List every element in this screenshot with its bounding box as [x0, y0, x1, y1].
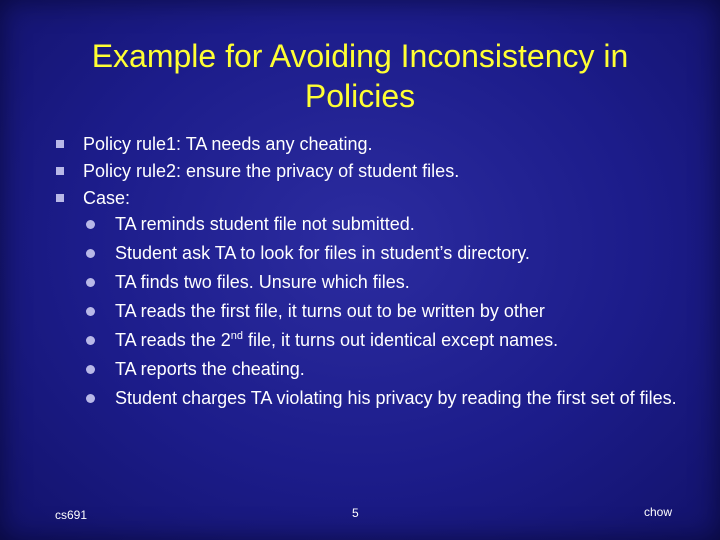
slide-title	[40, 36, 680, 116]
bullet-item	[56, 185, 686, 410]
bullet-list	[56, 131, 686, 415]
case-sublist	[83, 212, 686, 410]
title-line-1: Example for Avoiding Inconsistency in	[91, 38, 629, 74]
round-bullet-icon	[86, 307, 95, 316]
sub-bullet-text: TA reminds student file not submitted.	[115, 214, 415, 234]
ordinal-superscript: nd	[230, 330, 243, 342]
sub-bullet-item	[83, 299, 686, 323]
bullet-text: Case:	[83, 188, 131, 208]
footer-page-number: 5	[352, 506, 359, 520]
footer-author: chow	[644, 505, 673, 519]
sub-bullet-text: Student charges TA violating his privacy by reading the first set of files.	[115, 388, 677, 408]
square-bullet-icon	[56, 140, 64, 148]
round-bullet-icon	[86, 278, 95, 287]
sub-bullet-text: TA finds two files. Unsure which files.	[115, 272, 410, 292]
round-bullet-icon	[86, 394, 95, 403]
bullet-item	[56, 131, 686, 158]
square-bullet-icon	[56, 194, 64, 202]
sub-bullet-text: Student ask TA to look for files in student’s directory.	[115, 243, 530, 263]
round-bullet-icon	[86, 249, 95, 258]
sub-bullet-item	[83, 270, 686, 294]
round-bullet-icon	[86, 336, 95, 345]
bullet-item	[56, 158, 686, 185]
sub-bullet-item	[83, 328, 686, 352]
square-bullet-icon	[56, 167, 64, 175]
sub-bullet-item	[83, 241, 686, 265]
sub-bullet-item	[83, 386, 686, 410]
round-bullet-icon	[86, 220, 95, 229]
sub-bullet-item	[83, 357, 686, 381]
sub-bullet-text-post: file, it turns out identical except names.	[242, 330, 559, 350]
footer-course: cs691	[55, 508, 88, 522]
round-bullet-icon	[86, 365, 95, 374]
sub-bullet-text-pre: TA reads the 2	[115, 330, 231, 350]
sub-bullet-item	[83, 212, 686, 236]
bullet-text: Policy rule1: TA needs any cheating.	[83, 134, 373, 154]
bullet-text: Policy rule2: ensure the privacy of student files.	[83, 161, 460, 181]
title-line-2: Policies	[304, 78, 416, 114]
sub-bullet-text: TA reads the first file, it turns out to be written by other	[115, 301, 545, 321]
sub-bullet-text: TA reports the cheating.	[115, 359, 305, 379]
